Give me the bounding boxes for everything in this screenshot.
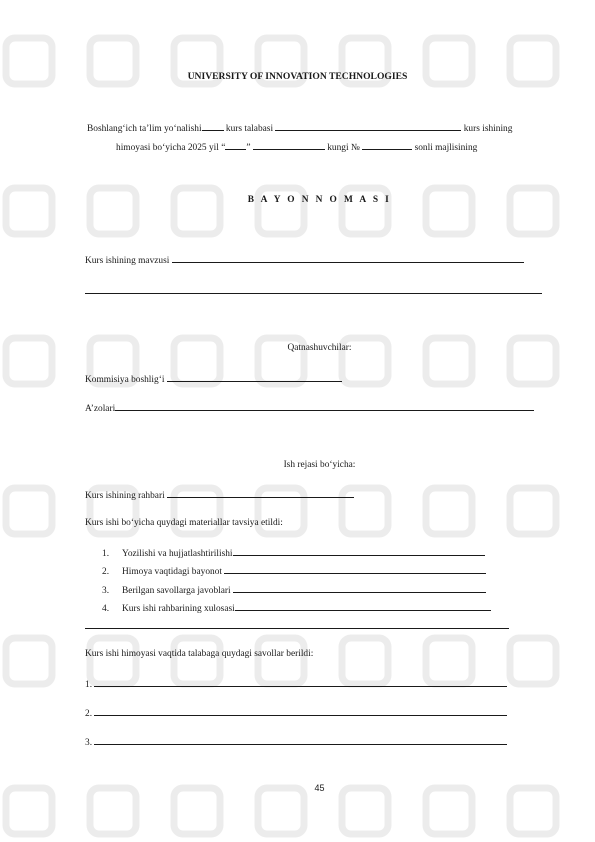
supervisor-row: Kurs ishining rahbari [85, 488, 354, 502]
question-row: 2. [85, 706, 507, 720]
members-row: A’zolari [85, 401, 534, 415]
intro-line-2: himoyasi bo‘yicha 2025 yil “ ” kungi № sonli majlisining [116, 140, 477, 154]
question-1-blank [94, 677, 507, 687]
intro-line-1: Boshlang‘ich ta’lim yo‘nalishi kurs talabasi kurs ishining [87, 121, 512, 135]
material-item: 3. Berilgan savollarga javoblari [102, 583, 486, 597]
materials-extra-line [85, 628, 509, 629]
month-blank [253, 140, 325, 150]
topic-blank-line-2 [85, 293, 542, 294]
material-item: 1. Yozilishi va hujjatlashtirilishi [102, 546, 485, 560]
page-number: 45 [314, 783, 325, 793]
questions-intro: Kurs ishi himoyasi vaqtida talabaga quydagi savollar berildi: [85, 649, 314, 659]
material-item: 4. Kurs ishi rahbarining xulosasi [102, 601, 491, 615]
document-title: B A Y O N N O M A S I [247, 195, 392, 205]
question-2-blank [94, 706, 507, 716]
materials-intro: Kurs ishi bo‘yicha quydagi materiallar tavsiya etildi: [85, 518, 283, 528]
members-blank [115, 401, 534, 411]
topic-blank [172, 253, 524, 263]
material-3-blank [233, 583, 486, 593]
material-4-blank [235, 601, 491, 611]
commission-head-row: Kommisiya boshlig‘i [85, 372, 342, 386]
question-row: 3. [85, 735, 507, 749]
material-2-blank [224, 564, 486, 574]
material-1-blank [233, 546, 485, 556]
course-number-blank [202, 121, 224, 131]
day-blank [225, 140, 246, 150]
student-name-blank [275, 121, 461, 131]
topic-row: Kurs ishining mavzusi [85, 253, 524, 267]
material-item: 2. Himoya vaqtidagi bayonot [102, 564, 486, 578]
participants-heading: Qatnashuvchilar: [287, 343, 352, 353]
plan-heading: Ish rejasi bo‘yicha: [283, 460, 356, 470]
university-title: UNIVERSITY OF INNOVATION TECHNOLOGIES [187, 71, 408, 82]
meeting-number-blank [362, 140, 412, 150]
question-3-blank [94, 735, 507, 745]
commission-head-blank [167, 372, 342, 382]
question-row: 1. [85, 677, 507, 691]
supervisor-blank [167, 488, 354, 498]
